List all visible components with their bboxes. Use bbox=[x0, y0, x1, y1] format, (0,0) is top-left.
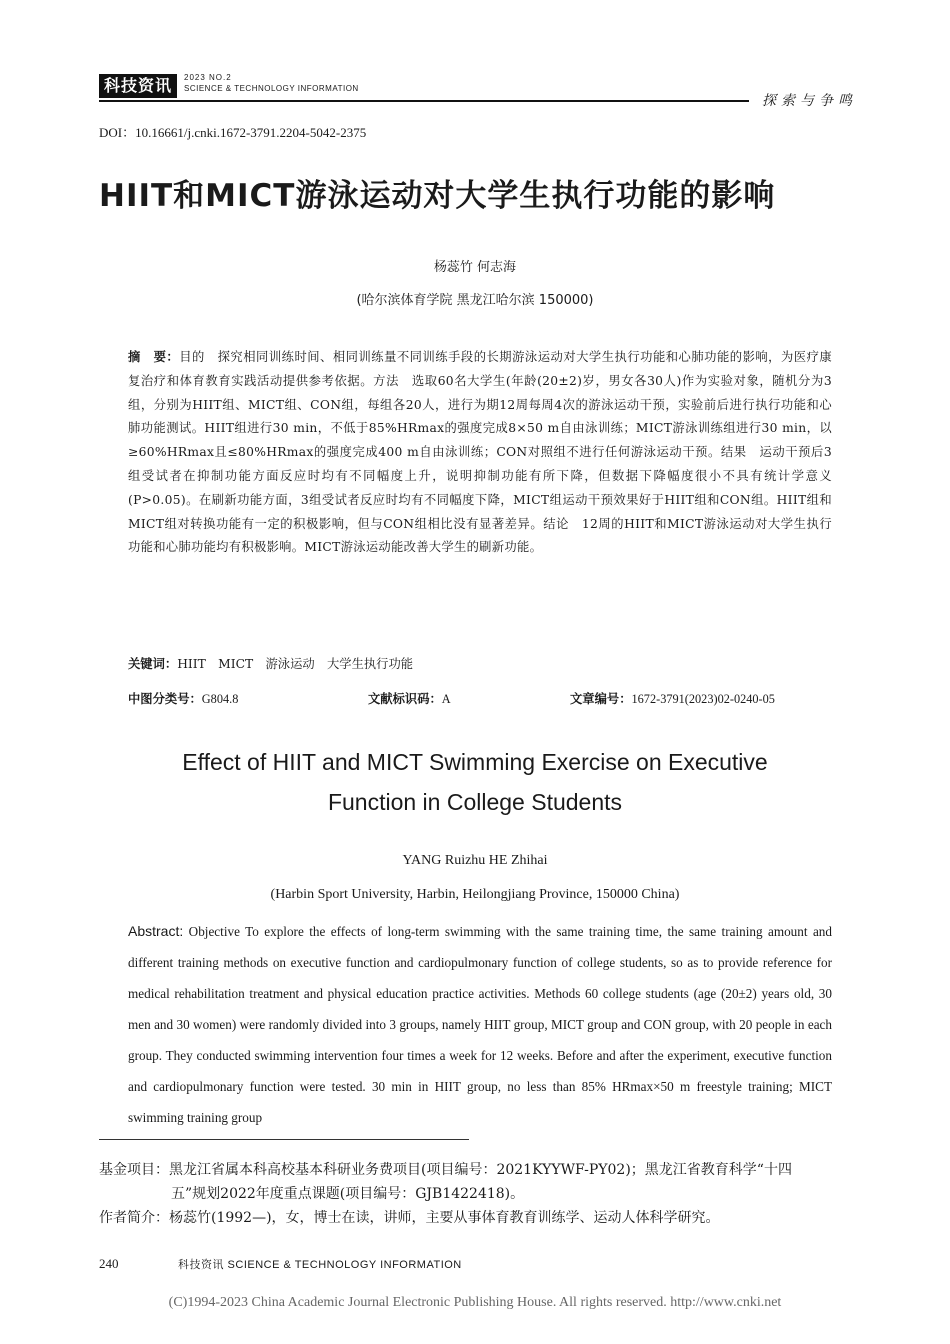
abstract-zh bbox=[128, 346, 832, 560]
keywords-zh bbox=[128, 654, 832, 674]
footnote-divider bbox=[99, 1139, 469, 1140]
abstract-en bbox=[128, 916, 832, 1133]
author-bio-text: 杨蕊竹(1992—)，女，博士在读，讲师，主要从事体育教育训练学、运动人体科学研究。 bbox=[169, 1210, 720, 1226]
page-number: 240 bbox=[99, 1256, 119, 1271]
journal-english-name: SCIENCE & TECHNOLOGY INFORMATION bbox=[184, 84, 359, 93]
affiliation-en: (Harbin Sport University, Harbin, Heilongjiang Province, 150000 China) bbox=[270, 887, 680, 902]
footnote-author bbox=[99, 1206, 859, 1230]
abstract-zh-label: 摘 要： bbox=[128, 350, 180, 364]
document-code: 文献标识码：A bbox=[368, 692, 451, 706]
clc-number: 中图分类号：G804.8 bbox=[128, 692, 239, 706]
funding-label: 基金项目： bbox=[99, 1162, 169, 1178]
footer-journal-name: 科技资讯 SCIENCE & TECHNOLOGY INFORMATION bbox=[178, 1259, 462, 1271]
abstract-zh-text: 目的 探究相同训练时间、相同训练量不同训练手段的长期游泳运动对大学生执行功能和心肺功能的影响，为医疗康复治疗和体育教育实践活动提供参考依据。方法 选取60名大学生(年龄(20±2)岁，男女各30人)作为实验对象，随机分为3组，分别为HIIT组、MICT组、CON组，每组各20人，进行为期12周每周4次的游泳运动干预，实验前后进行执行功能和心肺功能测试。HIIT组进行30 min，不低于85%HRmax的强度完成8×50 m自由泳训练；MICT游泳训练组进行30 min，以≥60%HRmax且≤80%HRmax的强度完成400 m自由泳训练；CON对照组不进行任何游泳运动干预。结果 运动干预后3组受试者在抑制功能方面反应时均有不同幅度上升，说明抑制功能有所下降，但数据下降幅度很小不具有统计学意义(P>0.05)。在刷新功能方面，3组受试者反应时均有不同幅度下降，MICT组运动干预效果好于HIIT组和CON组。HIIT组和MICT组对转换功能有一定的积极影响，但与CON组相比没有显著差异。结论 12周的HIIT和MICT游泳运动对大学生执行功能和心肺功能均有积极影响。MICT游泳运动能改善大学生的刷新功能。 bbox=[128, 350, 832, 555]
authors-zh: 杨蕊竹 何志海 bbox=[433, 260, 517, 275]
authors-en: YANG Ruizhu HE Zhihai bbox=[402, 853, 548, 868]
keywords-text: HIIT MICT 游泳运动 大学生执行功能 bbox=[177, 657, 414, 671]
journal-logo: 科技资讯 bbox=[99, 74, 177, 98]
footnote-funding bbox=[99, 1158, 859, 1206]
article-title-zh: HIIT和MICT游泳运动对大学生执行功能的影响 bbox=[99, 178, 776, 214]
keywords-label: 关键词： bbox=[128, 657, 178, 671]
title-en-line-1: Effect of HIIT and MICT Swimming Exercise on Executive bbox=[182, 749, 768, 775]
funding-text-line-2: 五”规划2022年度重点课题(项目编号：GJB1422418)。 bbox=[171, 1186, 525, 1202]
header-divider bbox=[99, 100, 749, 102]
copyright-notice: (C)1994-2023 China Academic Journal Electronic Publishing House. All rights reserved. http://www.cnki.net bbox=[168, 1295, 782, 1310]
abstract-en-label: Abstract: bbox=[128, 923, 184, 939]
column-name: 探索与争鸣 bbox=[762, 93, 857, 109]
author-bio-label: 作者简介： bbox=[99, 1210, 169, 1226]
issue-number: 2023 NO.2 bbox=[184, 73, 232, 82]
abstract-en-text: Objective To explore the effects of long-term swimming with the same training time, the same training amount and different training methods on executive function and cardiopulmonary function of college students, so as to provide reference for medical rehabilitation treatment and physical education practice activities. Methods 60 college students (age (20±2) years old, 30 men and 30 women) were randomly divided into 3 groups, namely HIIT group, MICT group and CON group, with 20 people in each group. They conducted swimming intervention four times a week for 12 weeks. Before and after the experiment, executive function and cardiopulmonary function were tested. 30 min in HIIT group, no less than 85% HRmax×50 m freestyle training; MICT swimming training group bbox=[128, 924, 832, 1125]
funding-text-line-1: 黑龙江省属本科高校基本科研业务费项目(项目编号：2021KYYWF-PY02)；黑龙江省教育科学“十四 bbox=[169, 1162, 792, 1178]
classification-row bbox=[128, 689, 832, 709]
affiliation-zh: (哈尔滨体育学院 黑龙江哈尔滨 150000) bbox=[356, 293, 594, 308]
doi[interactable]: DOI：10.16661/j.cnki.1672-3791.2204-5042-2375 bbox=[99, 125, 367, 140]
article-title-en bbox=[0, 742, 950, 822]
article-number: 文章编号：1672-3791(2023)02-0240-05 bbox=[570, 692, 775, 706]
title-en-line-2: Function in College Students bbox=[327, 789, 623, 815]
